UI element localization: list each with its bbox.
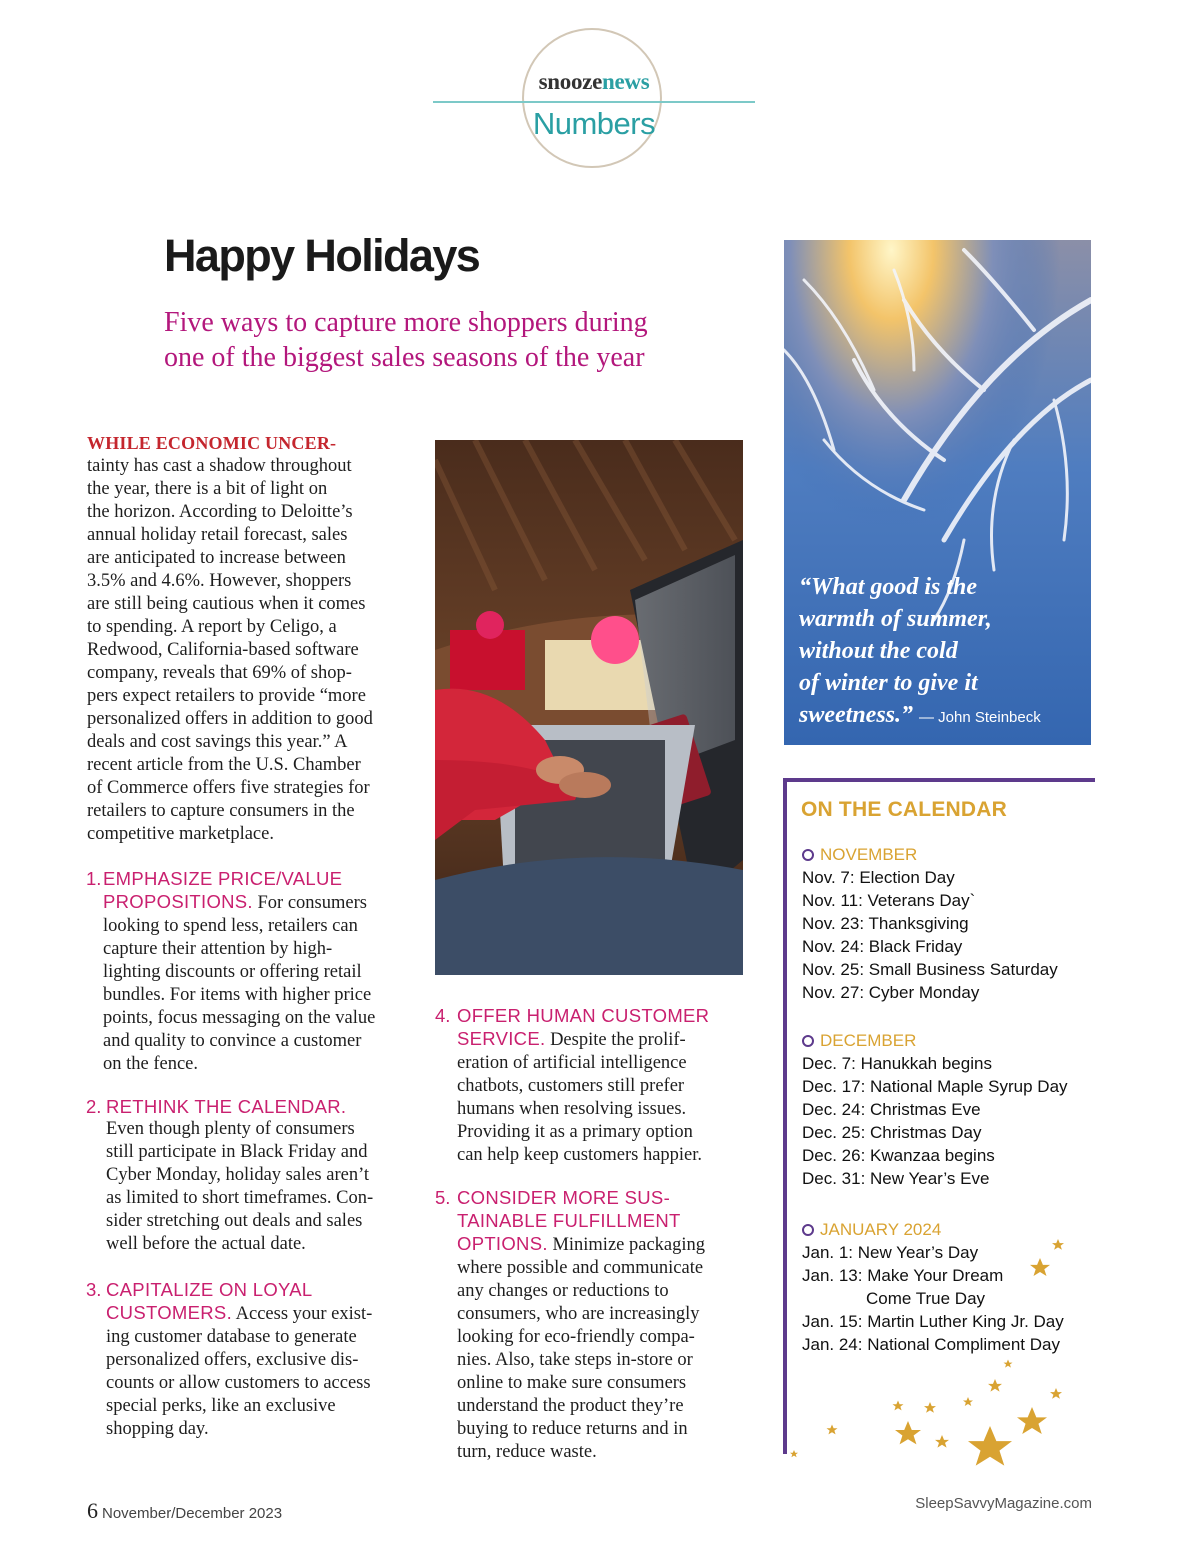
month-name: DECEMBER — [820, 1031, 917, 1050]
tip-heading: TAINABLE FULFILLMENT — [457, 1210, 681, 1231]
calendar-entry: Nov. 25: Small Business Saturday — [802, 960, 1058, 979]
tip-number: 5. — [435, 1187, 451, 1208]
lead-paragraph — [87, 432, 407, 846]
text-line: tainty has cast a shadow throughout — [87, 456, 352, 476]
article-dek — [164, 305, 764, 375]
text-line: For consumers — [257, 893, 367, 913]
calendar-border-top — [783, 778, 1095, 782]
logo-part-snooze: snooze — [538, 69, 602, 94]
text-line: looking to spend less, retailers can — [103, 916, 358, 936]
star-icon — [895, 1421, 921, 1444]
text-line: consumers, who are increasingly — [457, 1304, 700, 1324]
text-line: well before the actual date. — [106, 1234, 306, 1254]
dek-line: one of the biggest sales seasons of the year — [164, 342, 645, 373]
article-title: Happy Holidays — [164, 230, 480, 281]
text-line: the year, there is a bit of light on — [87, 479, 328, 499]
calendar-entry: Jan. 13: Make Your Dream — [802, 1266, 1004, 1285]
text-line: recent article from the U.S. Chamber — [87, 755, 361, 775]
text-line: competitive marketplace. — [87, 824, 274, 844]
text-line: eration of artificial intelligence — [457, 1053, 687, 1073]
text-line: nies. Also, take steps in-store or — [457, 1350, 693, 1370]
tip-heading: CONSIDER MORE SUS- — [457, 1187, 671, 1208]
text-line: looking for eco-friendly compa- — [457, 1327, 695, 1347]
month-heading — [802, 843, 1058, 866]
calendar-entry: Jan. 24: National Compliment Day — [802, 1335, 1060, 1354]
calendar-month-november — [802, 843, 1058, 1004]
month-name: NOVEMBER — [820, 845, 918, 864]
circle-bullet-icon — [802, 1035, 814, 1047]
text-line: chatbots, customers still prefer — [457, 1076, 685, 1096]
calendar-entry-continuation: Come True Day — [866, 1289, 986, 1308]
tip-5 — [435, 1186, 745, 1464]
text-line: personalized offers in addition to good — [87, 709, 373, 729]
text-line: as limited to short timeframes. Con- — [106, 1188, 374, 1208]
tip-2 — [86, 1095, 406, 1256]
tip-heading: RETHINK THE CALENDAR. — [106, 1096, 347, 1117]
tip-1 — [86, 867, 406, 1076]
tip-heading: SERVICE. — [457, 1028, 546, 1049]
text-line: online to make sure consumers — [457, 1373, 687, 1393]
text-line: of Commerce offers five strategies for — [87, 778, 370, 798]
calendar-entry: Nov. 24: Black Friday — [802, 937, 963, 956]
tip-heading: EMPHASIZE PRICE/VALUE — [103, 868, 343, 889]
tip-number: 4. — [435, 1005, 451, 1026]
tip-heading: PROPOSITIONS. — [103, 891, 253, 912]
quote-line: sweetness.” — [799, 702, 913, 728]
star-icon — [988, 1379, 1002, 1392]
laptop-photo-illustration — [435, 440, 743, 975]
text-line: where possible and communicate — [457, 1258, 704, 1278]
text-line: personalized offers, exclusive dis- — [106, 1350, 359, 1370]
calendar-month-december — [802, 1029, 1068, 1190]
calendar-entry: Dec. 25: Christmas Day — [802, 1123, 982, 1142]
circle-bullet-icon — [802, 849, 814, 861]
gold-stars-decoration — [780, 1228, 1100, 1468]
page-number: 6 — [87, 1498, 98, 1523]
calendar-entry: Nov. 23: Thanksgiving — [802, 914, 969, 933]
quote-line: “What good is the — [799, 574, 978, 600]
tip-number: 3. — [86, 1279, 102, 1300]
star-icon — [1017, 1407, 1047, 1434]
calendar-entry: Dec. 7: Hanukkah begins — [802, 1054, 992, 1073]
star-icon — [1052, 1239, 1064, 1250]
text-line: to spending. A report by Celigo, a — [87, 617, 337, 637]
quote-line: warmth of summer, — [799, 606, 992, 632]
text-line: bundles. For items with higher price — [103, 985, 372, 1005]
text-line: buying to reduce returns and in — [457, 1419, 688, 1439]
text-line: shopping day. — [106, 1419, 209, 1439]
star-icon — [968, 1426, 1012, 1466]
masthead-logo — [430, 69, 758, 95]
text-line: capture their attention by high- — [103, 939, 333, 959]
text-line: are still being cautious when it comes — [87, 594, 366, 614]
text-line: Providing it as a primary option — [457, 1122, 693, 1142]
text-line: Access your exist- — [235, 1304, 373, 1324]
lead-body — [87, 455, 407, 846]
masthead-rule — [433, 101, 755, 103]
text-line: Minimize packaging — [552, 1235, 706, 1255]
calendar-entry: Dec. 17: National Maple Syrup Day — [802, 1077, 1068, 1096]
text-line: understand the product they’re — [457, 1396, 684, 1416]
star-icon — [893, 1401, 904, 1411]
quote-author: — John Steinbeck — [919, 709, 1041, 726]
calendar-entry: Nov. 27: Cyber Monday — [802, 983, 980, 1002]
text-line: on the fence. — [103, 1054, 199, 1074]
calendar-entry: Dec. 24: Christmas Eve — [802, 1100, 981, 1119]
text-line: any changes or reductions to — [457, 1281, 669, 1301]
star-icon — [1030, 1258, 1050, 1276]
star-icon — [935, 1435, 949, 1448]
month-heading — [802, 1029, 1068, 1052]
laptop-shopping-photo — [435, 440, 743, 975]
text-line: can help keep customers happier. — [457, 1145, 703, 1165]
masthead-circle — [522, 28, 662, 168]
calendar-title: ON THE CALENDAR — [801, 798, 1007, 821]
tip-number: 1. — [86, 868, 102, 889]
text-line: deals and cost savings this year.” A — [87, 732, 348, 752]
dek-line: Five ways to capture more shoppers during — [164, 307, 648, 338]
tip-heading: OPTIONS. — [457, 1233, 548, 1254]
calendar-entry: Nov. 11: Veterans Day` — [802, 891, 976, 910]
text-line: retailers to capture consumers in the — [87, 801, 355, 821]
star-icon — [790, 1450, 798, 1457]
section-label: Numbers — [532, 106, 656, 141]
calendar-entry: Dec. 31: New Year’s Eve — [802, 1169, 990, 1188]
star-icon — [827, 1425, 838, 1435]
tip-heading: CAPITALIZE ON LOYAL — [106, 1279, 313, 1300]
text-line: Cyber Monday, holiday sales aren’t — [106, 1165, 370, 1185]
footer-issue — [87, 1498, 282, 1524]
text-line: company, reveals that 69% of shop- — [87, 663, 352, 683]
text-line: pers expect retailers to provide “more — [87, 686, 366, 706]
quote-line: without the cold — [799, 638, 958, 664]
star-icon — [1004, 1360, 1013, 1368]
tip-heading: OFFER HUMAN CUSTOMER — [457, 1005, 710, 1026]
month-name: JANUARY 2024 — [820, 1220, 942, 1239]
text-line: are anticipated to increase between — [87, 548, 346, 568]
star-icon — [1050, 1388, 1062, 1399]
text-line: Even though plenty of consumers — [106, 1119, 355, 1139]
tip-heading: CUSTOMERS. — [106, 1302, 233, 1323]
calendar-entry: Jan. 15: Martin Luther King Jr. Day — [802, 1312, 1064, 1331]
footer-site: SleepSavvyMagazine.com — [915, 1495, 1092, 1512]
tip-4 — [435, 1004, 745, 1167]
star-icon — [963, 1397, 973, 1406]
text-line: counts or allow customers to access — [106, 1373, 371, 1393]
tip-number: 2. — [86, 1096, 102, 1117]
tip-3 — [86, 1278, 406, 1441]
text-line: lighting discounts or offering retail — [103, 962, 362, 982]
text-line: and quality to convince a customer — [103, 1031, 362, 1051]
pull-quote — [799, 571, 1089, 734]
star-icon — [924, 1402, 936, 1413]
text-line: humans when resolving issues. — [457, 1099, 687, 1119]
quote-line: of winter to give it — [799, 670, 978, 696]
issue-date: November/December 2023 — [102, 1505, 283, 1522]
text-line: 3.5% and 4.6%. However, shoppers — [87, 571, 352, 591]
text-line: Despite the prolif- — [550, 1030, 686, 1050]
text-line: points, focus messaging on the value — [103, 1008, 376, 1028]
logo-part-news: news — [601, 69, 650, 94]
text-line: still participate in Black Friday and — [106, 1142, 368, 1162]
text-line: Redwood, California-based software — [87, 640, 359, 660]
text-line: sider stretching out deals and sales — [106, 1211, 363, 1231]
text-line: turn, reduce waste. — [457, 1442, 597, 1462]
text-line: annual holiday retail forecast, sales — [87, 525, 348, 545]
text-line: special perks, like an exclusive — [106, 1396, 336, 1416]
lead-cap: WHILE ECONOMIC UNCER- — [87, 433, 337, 453]
calendar-entry: Nov. 7: Election Day — [802, 868, 955, 887]
text-line: ing customer database to generate — [106, 1327, 357, 1347]
calendar-entry: Dec. 26: Kwanzaa begins — [802, 1146, 995, 1165]
text-line: the horizon. According to Deloitte’s — [87, 502, 353, 522]
calendar-entry: Jan. 1: New Year’s Day — [802, 1243, 979, 1262]
